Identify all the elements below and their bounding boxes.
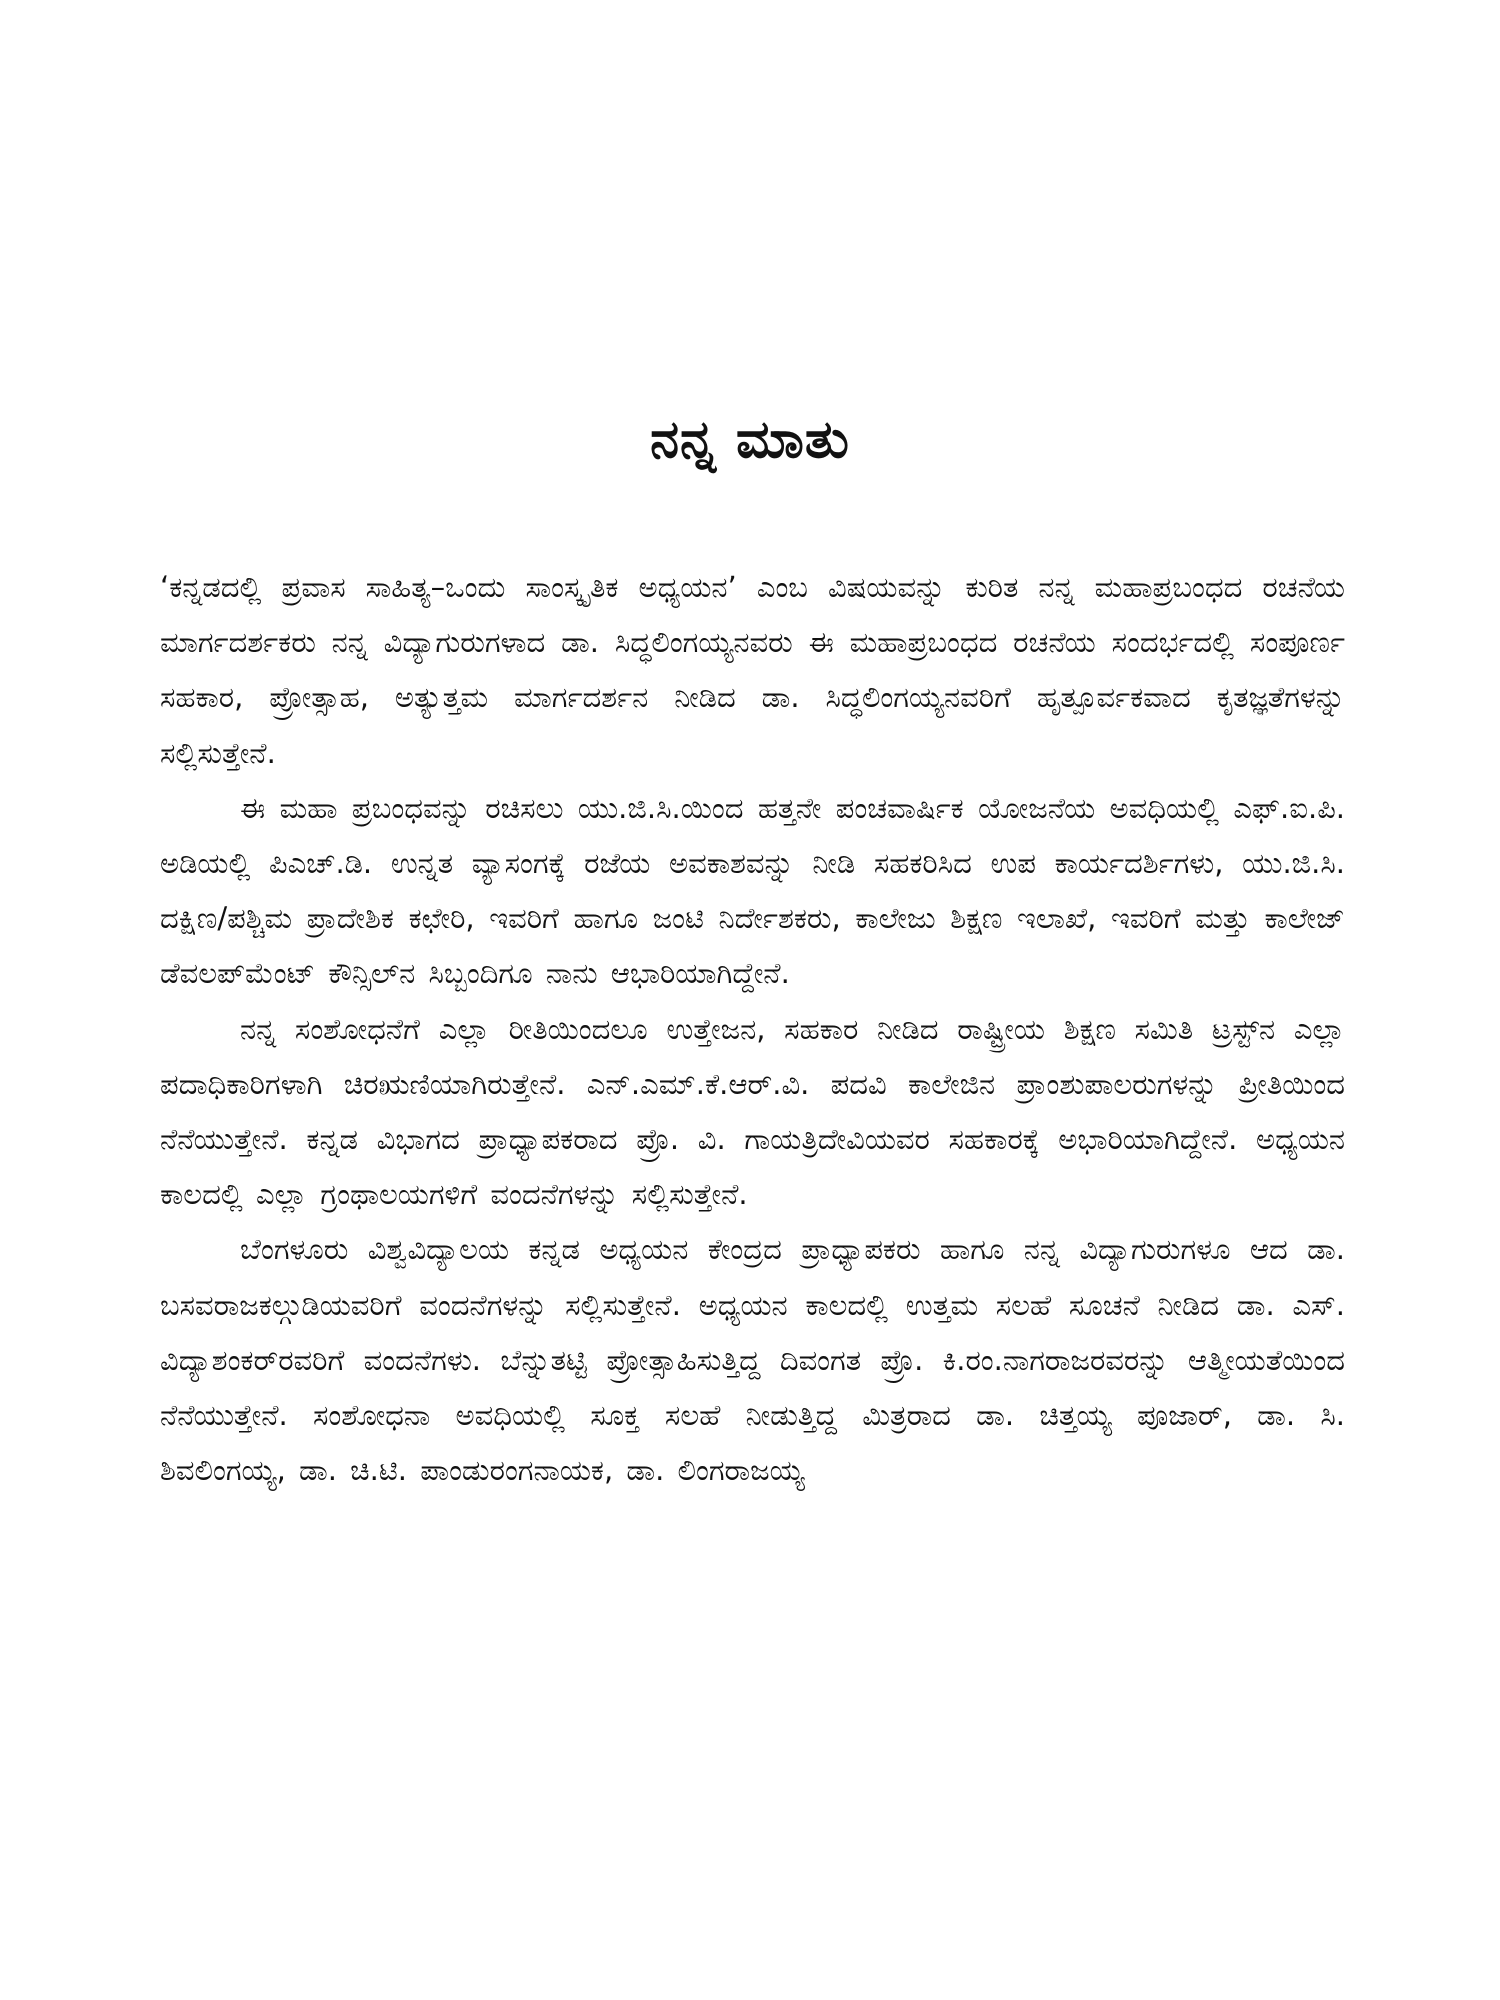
paragraph: ಬೆಂಗಳೂರು ವಿಶ್ವವಿದ್ಯಾಲಯ ಕನ್ನಡ ಅಧ್ಯಯನ ಕೇಂದ್ರದ ಪ್ರಾಧ್ಯಾಪಕರು ಹಾಗೂ ನನ್ನ ವಿದ್ಯಾಗುರುಗಳೂ ಆದ ಡಾ. ಬಸವರಾಜಕಲ್ಗುಡಿಯವರಿಗೆ ವಂದನೆಗಳನ್ನು ಸಲ್ಲಿಸುತ್ತೇನೆ. ಅಧ್ಯಯನ ಕಾಲದಲ್ಲಿ ಉತ್ತಮ ಸಲಹೆ ಸೂಚನೆ ನೀಡಿದ ಡಾ. ಎಸ್. ವಿದ್ಯಾಶಂಕರ್‌ರವರಿಗೆ ವಂದನೆಗಳು. ಬೆನ್ನುತಟ್ಟಿ ಪ್ರೋತ್ಸಾಹಿಸುತ್ತಿದ್ದ ದಿವಂಗತ ಪ್ರೊ. ಕಿ.ರಂ.ನಾಗರಾಜರವರನ್ನು ಆತ್ಮೀಯತೆಯಿಂದ ನೆನೆಯುತ್ತೇನೆ. ಸಂಶೋಧನಾ ಅವಧಿಯಲ್ಲಿ ಸೂಕ್ತ ಸಲಹೆ ನೀಡುತ್ತಿದ್ದ ಮಿತ್ರರಾದ ಡಾ. ಚಿತ್ತಯ್ಯ ಪೂಜಾರ್, ಡಾ. ಸಿ. ಶಿವಲಿಂಗಯ್ಯ, ಡಾ. ಚಿ.ಟಿ. ಪಾಂಡುರಂಗನಾಯಕ, ಡಾ. ಲಿಂಗರಾಜಯ್ಯ	[160, 1232, 1345, 1488]
paragraph: ಈ ಮಹಾ ಪ್ರಬಂಧವನ್ನು ರಚಿಸಲು ಯು.ಜಿ.ಸಿ.ಯಿಂದ ಹತ್ತನೇ ಪಂಚವಾರ್ಷಿಕ ಯೋಜನೆಯ ಅವಧಿಯಲ್ಲಿ ಎಫ್.ಐ.ಪಿ. ಅಡಿಯಲ್ಲಿ ಪಿಎಚ್.ಡಿ. ಉನ್ನತ ವ್ಯಾಸಂಗಕ್ಕೆ ರಜೆಯ ಅವಕಾಶವನ್ನು ನೀಡಿ ಸಹಕರಿಸಿದ ಉಪ ಕಾರ್ಯದರ್ಶಿಗಳು, ಯು.ಜಿ.ಸಿ. ದಕ್ಷಿಣ/ಪಶ್ಚಿಮ ಪ್ರಾದೇಶಿಕ ಕಛೇರಿ, ಇವರಿಗೆ ಹಾಗೂ ಜಂಟಿ ನಿರ್ದೇಶಕರು, ಕಾಲೇಜು ಶಿಕ್ಷಣ ಇಲಾಖೆ, ಇವರಿಗೆ ಮತ್ತು ಕಾಲೇಜ್ ಡೆವಲಪ್‌ಮೆಂಟ್ ಕೌನ್ಸಿಲ್‌ನ ಸಿಬ್ಬಂದಿಗೂ ನಾನು ಆಭಾರಿಯಾಗಿದ್ದೇನೆ.	[160, 790, 1345, 991]
paragraph: ನನ್ನ ಸಂಶೋಧನೆಗೆ ಎಲ್ಲಾ ರೀತಿಯಿಂದಲೂ ಉತ್ತೇಜನ, ಸಹಕಾರ ನೀಡಿದ ರಾಷ್ಟ್ರೀಯ ಶಿಕ್ಷಣ ಸಮಿತಿ ಟ್ರಸ್ಟ್‌ನ ಎಲ್ಲಾ ಪದಾಧಿಕಾರಿಗಳಾಗಿ ಚಿರಋಣಿಯಾಗಿರುತ್ತೇನೆ. ಎನ್.ಎಮ್.ಕೆ.ಆರ್.ವಿ. ಪದವಿ ಕಾಲೇಜಿನ ಪ್ರಾಂಶುಪಾಲರುಗಳನ್ನು ಪ್ರೀತಿಯಿಂದ ನೆನೆಯುತ್ತೇನೆ. ಕನ್ನಡ ವಿಭಾಗದ ಪ್ರಾಧ್ಯಾಪಕರಾದ ಪ್ರೊ. ವಿ. ಗಾಯತ್ರಿದೇವಿಯವರ ಸಹಕಾರಕ್ಕೆ ಅಭಾರಿಯಾಗಿದ್ದೇನೆ. ಅಧ್ಯಯನ ಕಾಲದಲ್ಲಿ ಎಲ್ಲಾ ಗ್ರಂಥಾಲಯಗಳಿಗೆ ವಂದನೆಗಳನ್ನು ಸಲ್ಲಿಸುತ್ತೇನೆ.	[160, 1011, 1345, 1212]
page-title: ನನ್ನ ಮಾತು	[650, 410, 850, 470]
paragraph: ‘ಕನ್ನಡದಲ್ಲಿ ಪ್ರವಾಸ ಸಾಹಿತ್ಯ–ಒಂದು ಸಾಂಸ್ಕೃತಿಕ ಅಧ್ಯಯನ’ ಎಂಬ ವಿಷಯವನ್ನು ಕುರಿತ ನನ್ನ ಮಹಾಪ್ರಬಂಧದ ರಚನೆಯ ಮಾರ್ಗದರ್ಶಕರು ನನ್ನ ವಿದ್ಯಾಗುರುಗಳಾದ ಡಾ. ಸಿದ್ಧಲಿಂಗಯ್ಯನವರು ಈ ಮಹಾಪ್ರಬಂಧದ ರಚನೆಯ ಸಂದರ್ಭದಲ್ಲಿ ಸಂಪೂರ್ಣ ಸಹಕಾರ, ಪ್ರೋತ್ಸಾಹ, ಅತ್ಯುತ್ತಮ ಮಾರ್ಗದರ್ಶನ ನೀಡಿದ ಡಾ. ಸಿದ್ಧಲಿಂಗಯ್ಯನವರಿಗೆ ಹೃತ್ಪೂರ್ವಕವಾದ ಕೃತಜ್ಞತೆಗಳನ್ನು ಸಲ್ಲಿಸುತ್ತೇನೆ.	[160, 570, 1345, 770]
body-text	[160, 560, 1345, 1498]
